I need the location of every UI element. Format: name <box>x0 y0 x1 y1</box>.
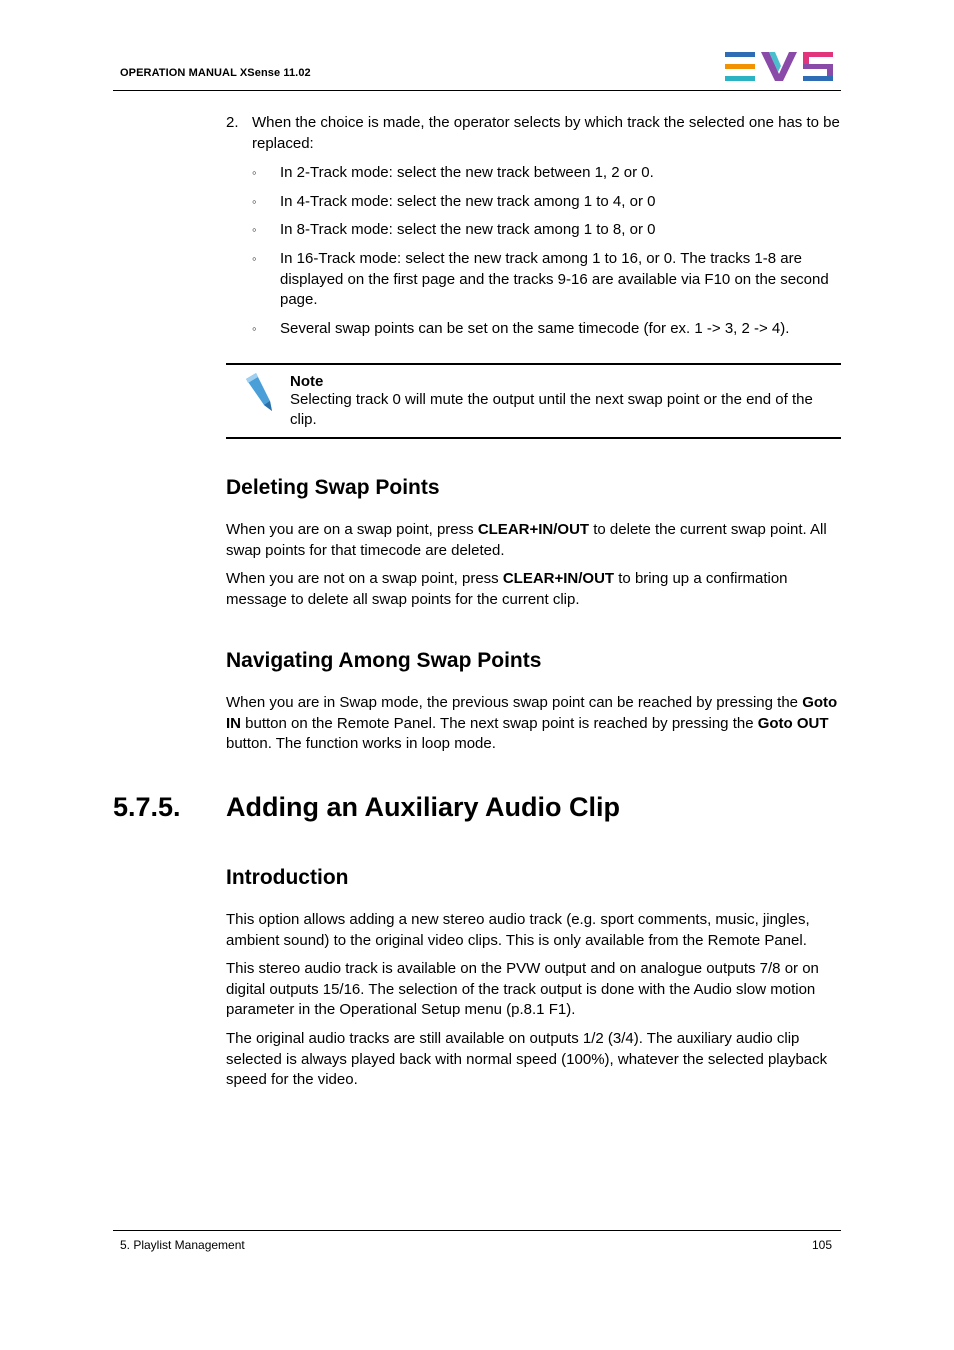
keyword: Goto OUT <box>757 714 829 732</box>
footer-chapter: 5. Playlist Management <box>120 1238 245 1252</box>
deleting-heading: Deleting Swap Points <box>226 476 440 499</box>
section-number: 5.7.5. <box>113 792 181 822</box>
bullet-text: In 2-Track mode: select the new track between 1, 2 or 0. <box>280 164 654 181</box>
navigating-paragraph: When you are in Swap mode, the previous swap point can be reached by pressing the Goto IN button on the Remote Panel. The next swap point is reached by pressing the Goto OUT button. The function works in loop mode. <box>226 694 838 752</box>
introduction-paragraph-1: This option allows adding a new stereo audio track (e.g. sport comments, music, jingles, ambient sound) to the original video clips. This is only available from the Remote Panel. <box>226 911 810 949</box>
step-text: When the choice is made, the operator selects by which track the selected one has to be replaced: <box>252 114 840 152</box>
keyword: Goto IN <box>226 694 838 732</box>
bullet-mark: ◦ <box>252 194 257 209</box>
keyword: CLEAR+IN/OUT <box>502 570 615 587</box>
page-number: 105 <box>812 1238 833 1252</box>
bullet-mark: ◦ <box>252 165 257 180</box>
evs-logo <box>723 52 835 82</box>
introduction-paragraph-2: This stereo audio track is available on the PVW output and on analogue outputs 7/8 or on digital outputs 15/16. The selection of the track output is done with the Audio slow motion parameter in the Operational Setup menu (p.8.1 F1). <box>226 960 819 1018</box>
pencil-icon <box>242 371 274 413</box>
note-title: Note <box>290 373 324 390</box>
introduction-paragraph-3: The original audio tracks are still available on outputs 1/2 (3/4). The auxiliary audio clip selected is always played back with normal speed (100%), whatever the selected playback speed for the video. <box>226 1030 828 1088</box>
keyword: CLEAR+IN/OUT <box>477 521 590 538</box>
header-divider <box>113 90 841 91</box>
navigating-heading: Navigating Among Swap Points <box>226 649 542 672</box>
section-title: Adding an Auxiliary Audio Clip <box>226 792 621 822</box>
header-title: OPERATION MANUAL XSense 11.02 <box>120 67 311 79</box>
note-body: Selecting track 0 will mute the output until the next swap point or the end of the clip. <box>290 391 813 428</box>
bullet-mark: ◦ <box>252 251 257 266</box>
step-number: 2. <box>226 114 239 131</box>
bullet-mark: ◦ <box>252 321 257 336</box>
footer-divider <box>113 1230 841 1231</box>
bullet-mark: ◦ <box>252 222 257 237</box>
bullet-text: Several swap points can be set on the same timecode (for ex. 1 -> 3, 2 -> 4). <box>280 320 790 337</box>
deleting-paragraph-2: When you are not on a swap point, press CLEAR+IN/OUT to bring up a confirmation message to delete all swap points for the current clip. <box>226 570 788 608</box>
note-box <box>226 363 841 439</box>
bullet-text: In 4-Track mode: select the new track among 1 to 4, or 0 <box>280 193 656 210</box>
bullet-text: In 8-Track mode: select the new track among 1 to 8, or 0 <box>280 221 656 238</box>
bullet-text: In 16-Track mode: select the new track among 1 to 16, or 0. The tracks 1-8 are displayed on the first page and the tracks 9-16 are available via F10 on the second page. <box>280 250 829 308</box>
deleting-paragraph-1: When you are on a swap point, press CLEAR+IN/OUT to delete the current swap point. All swap points for that timecode are deleted. <box>226 521 827 559</box>
introduction-heading: Introduction <box>226 866 349 889</box>
